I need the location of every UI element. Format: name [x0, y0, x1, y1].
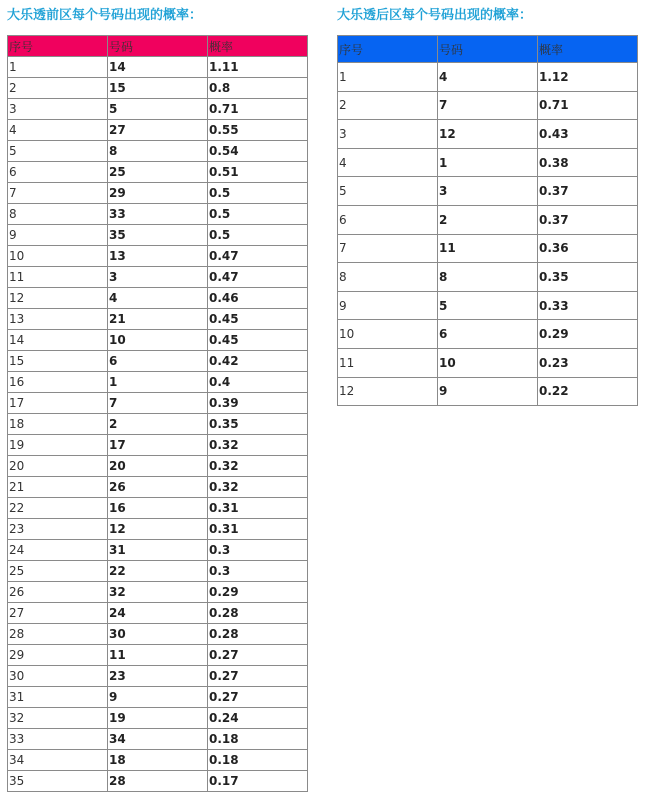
- table-row: [8, 204, 308, 225]
- cell-probability: 0.32: [208, 477, 308, 498]
- cell-probability: 0.35: [208, 414, 308, 435]
- cell-number: 27: [108, 120, 208, 141]
- table-row: [8, 309, 308, 330]
- column-header-seq: 序号: [338, 36, 438, 63]
- cell-seq: 12: [338, 377, 438, 406]
- table-row: [338, 291, 638, 320]
- cell-number: 7: [438, 91, 538, 120]
- cell-number: 5: [108, 99, 208, 120]
- cell-probability: 0.5: [208, 183, 308, 204]
- cell-probability: 0.37: [538, 177, 638, 206]
- cell-probability: 0.3: [208, 561, 308, 582]
- cell-seq: 9: [8, 225, 108, 246]
- cell-seq: 34: [8, 750, 108, 771]
- cell-seq: 7: [338, 234, 438, 263]
- cell-number: 12: [438, 120, 538, 149]
- table-row: [338, 263, 638, 292]
- cell-seq: 13: [8, 309, 108, 330]
- cell-seq: 7: [8, 183, 108, 204]
- table-row: [338, 377, 638, 406]
- table-row: [8, 267, 308, 288]
- back-zone-panel: [337, 8, 638, 406]
- cell-number: 1: [438, 148, 538, 177]
- cell-number: 17: [108, 435, 208, 456]
- table-row: [8, 57, 308, 78]
- cell-seq: 33: [8, 729, 108, 750]
- cell-number: 18: [108, 750, 208, 771]
- table-row: [338, 320, 638, 349]
- table-row: [338, 120, 638, 149]
- cell-number: 33: [108, 204, 208, 225]
- cell-number: 3: [108, 267, 208, 288]
- cell-probability: 0.23: [538, 348, 638, 377]
- cell-number: 8: [438, 263, 538, 292]
- cell-number: 10: [438, 348, 538, 377]
- table-row: [8, 141, 308, 162]
- cell-seq: 28: [8, 624, 108, 645]
- table-row: [8, 225, 308, 246]
- table-row: [338, 63, 638, 92]
- cell-seq: 9: [338, 291, 438, 320]
- table-row: [8, 645, 308, 666]
- cell-probability: 0.5: [208, 225, 308, 246]
- cell-number: 6: [108, 351, 208, 372]
- cell-seq: 4: [338, 148, 438, 177]
- table-row: [338, 177, 638, 206]
- cell-number: 9: [438, 377, 538, 406]
- table-row: [338, 91, 638, 120]
- cell-seq: 21: [8, 477, 108, 498]
- table-row: [8, 456, 308, 477]
- table-row: [8, 414, 308, 435]
- cell-probability: 0.24: [208, 708, 308, 729]
- cell-probability: 0.28: [208, 624, 308, 645]
- cell-seq: 14: [8, 330, 108, 351]
- cell-probability: 0.31: [208, 519, 308, 540]
- cell-seq: 8: [8, 204, 108, 225]
- cell-number: 19: [108, 708, 208, 729]
- cell-probability: 0.47: [208, 267, 308, 288]
- cell-number: 4: [438, 63, 538, 92]
- table-row: [8, 666, 308, 687]
- cell-seq: 23: [8, 519, 108, 540]
- table-row: [8, 246, 308, 267]
- cell-probability: 0.27: [208, 666, 308, 687]
- cell-seq: 12: [8, 288, 108, 309]
- cell-seq: 4: [8, 120, 108, 141]
- cell-probability: 0.29: [538, 320, 638, 349]
- table-header-row: [338, 36, 638, 63]
- table-row: [8, 288, 308, 309]
- cell-probability: 0.3: [208, 540, 308, 561]
- cell-seq: 31: [8, 687, 108, 708]
- back-zone-title: 大乐透后区每个号码出现的概率：: [337, 8, 533, 23]
- cell-probability: 0.28: [208, 603, 308, 624]
- cell-seq: 18: [8, 414, 108, 435]
- cell-seq: 20: [8, 456, 108, 477]
- cell-number: 25: [108, 162, 208, 183]
- cell-number: 28: [108, 771, 208, 792]
- table-row: [8, 330, 308, 351]
- cell-number: 7: [108, 393, 208, 414]
- cell-seq: 8: [338, 263, 438, 292]
- table-row: [8, 120, 308, 141]
- cell-probability: 0.37: [538, 205, 638, 234]
- cell-probability: 1.12: [538, 63, 638, 92]
- cell-number: 14: [108, 57, 208, 78]
- cell-seq: 17: [8, 393, 108, 414]
- cell-seq: 3: [8, 99, 108, 120]
- cell-number: 22: [108, 561, 208, 582]
- cell-seq: 10: [338, 320, 438, 349]
- cell-probability: 0.47: [208, 246, 308, 267]
- cell-number: 20: [108, 456, 208, 477]
- cell-number: 10: [108, 330, 208, 351]
- cell-number: 12: [108, 519, 208, 540]
- column-header-number: 号码: [108, 36, 208, 57]
- cell-probability: 0.32: [208, 456, 308, 477]
- column-header-seq: 序号: [8, 36, 108, 57]
- cell-probability: 0.39: [208, 393, 308, 414]
- table-row: [8, 729, 308, 750]
- front-zone-panel: [7, 8, 308, 792]
- cell-number: 35: [108, 225, 208, 246]
- cell-seq: 15: [8, 351, 108, 372]
- table-row: [8, 498, 308, 519]
- table-row: [8, 603, 308, 624]
- cell-number: 4: [108, 288, 208, 309]
- cell-seq: 24: [8, 540, 108, 561]
- table-row: [8, 372, 308, 393]
- back-zone-probability-table: [337, 35, 638, 406]
- cell-seq: 6: [338, 205, 438, 234]
- column-header-probability: 概率: [538, 36, 638, 63]
- cell-seq: 22: [8, 498, 108, 519]
- cell-probability: 0.32: [208, 435, 308, 456]
- cell-seq: 19: [8, 435, 108, 456]
- table-row: [8, 771, 308, 792]
- table-row: [338, 205, 638, 234]
- cell-seq: 35: [8, 771, 108, 792]
- cell-seq: 2: [8, 78, 108, 99]
- cell-number: 11: [108, 645, 208, 666]
- cell-seq: 27: [8, 603, 108, 624]
- cell-number: 13: [108, 246, 208, 267]
- table-row: [8, 78, 308, 99]
- table-row: [8, 708, 308, 729]
- table-row: [8, 351, 308, 372]
- cell-number: 6: [438, 320, 538, 349]
- cell-seq: 5: [338, 177, 438, 206]
- cell-number: 16: [108, 498, 208, 519]
- table-row: [8, 687, 308, 708]
- table-row: [8, 435, 308, 456]
- cell-probability: 0.46: [208, 288, 308, 309]
- table-row: [8, 561, 308, 582]
- table-row: [338, 348, 638, 377]
- front-zone-title: 大乐透前区每个号码出现的概率：: [7, 8, 203, 23]
- cell-number: 26: [108, 477, 208, 498]
- table-row: [8, 183, 308, 204]
- cell-number: 3: [438, 177, 538, 206]
- cell-probability: 0.35: [538, 263, 638, 292]
- table-row: [8, 582, 308, 603]
- cell-number: 23: [108, 666, 208, 687]
- cell-probability: 0.5: [208, 204, 308, 225]
- cell-number: 9: [108, 687, 208, 708]
- cell-probability: 0.27: [208, 687, 308, 708]
- cell-number: 2: [438, 205, 538, 234]
- column-header-probability: 概率: [208, 36, 308, 57]
- cell-probability: 0.8: [208, 78, 308, 99]
- cell-probability: 0.71: [208, 99, 308, 120]
- cell-number: 2: [108, 414, 208, 435]
- cell-probability: 0.31: [208, 498, 308, 519]
- cell-number: 15: [108, 78, 208, 99]
- cell-probability: 0.38: [538, 148, 638, 177]
- cell-probability: 1.11: [208, 57, 308, 78]
- cell-number: 24: [108, 603, 208, 624]
- cell-probability: 0.4: [208, 372, 308, 393]
- cell-number: 32: [108, 582, 208, 603]
- cell-number: 29: [108, 183, 208, 204]
- cell-probability: 0.36: [538, 234, 638, 263]
- cell-seq: 1: [338, 63, 438, 92]
- cell-seq: 30: [8, 666, 108, 687]
- cell-seq: 16: [8, 372, 108, 393]
- table-row: [8, 519, 308, 540]
- cell-probability: 0.45: [208, 330, 308, 351]
- cell-seq: 11: [338, 348, 438, 377]
- table-row: [8, 477, 308, 498]
- table-row: [8, 540, 308, 561]
- cell-number: 34: [108, 729, 208, 750]
- cell-probability: 0.71: [538, 91, 638, 120]
- cell-probability: 0.45: [208, 309, 308, 330]
- cell-seq: 1: [8, 57, 108, 78]
- cell-number: 31: [108, 540, 208, 561]
- column-header-number: 号码: [438, 36, 538, 63]
- cell-probability: 0.55: [208, 120, 308, 141]
- cell-probability: 0.27: [208, 645, 308, 666]
- cell-number: 21: [108, 309, 208, 330]
- table-row: [8, 624, 308, 645]
- cell-number: 30: [108, 624, 208, 645]
- cell-number: 11: [438, 234, 538, 263]
- table-row: [8, 162, 308, 183]
- cell-probability: 0.29: [208, 582, 308, 603]
- cell-probability: 0.18: [208, 750, 308, 771]
- table-row: [8, 393, 308, 414]
- table-row: [8, 99, 308, 120]
- cell-number: 8: [108, 141, 208, 162]
- cell-probability: 0.54: [208, 141, 308, 162]
- cell-probability: 0.51: [208, 162, 308, 183]
- front-zone-probability-table: [7, 35, 308, 792]
- cell-seq: 5: [8, 141, 108, 162]
- cell-seq: 11: [8, 267, 108, 288]
- cell-seq: 25: [8, 561, 108, 582]
- cell-seq: 6: [8, 162, 108, 183]
- cell-seq: 10: [8, 246, 108, 267]
- cell-probability: 0.18: [208, 729, 308, 750]
- table-row: [8, 750, 308, 771]
- cell-seq: 29: [8, 645, 108, 666]
- cell-seq: 3: [338, 120, 438, 149]
- cell-seq: 26: [8, 582, 108, 603]
- cell-probability: 0.22: [538, 377, 638, 406]
- cell-probability: 0.33: [538, 291, 638, 320]
- table-row: [338, 234, 638, 263]
- cell-seq: 2: [338, 91, 438, 120]
- cell-number: 5: [438, 291, 538, 320]
- cell-probability: 0.43: [538, 120, 638, 149]
- cell-probability: 0.42: [208, 351, 308, 372]
- cell-number: 1: [108, 372, 208, 393]
- table-row: [338, 148, 638, 177]
- cell-probability: 0.17: [208, 771, 308, 792]
- cell-seq: 32: [8, 708, 108, 729]
- table-header-row: [8, 36, 308, 57]
